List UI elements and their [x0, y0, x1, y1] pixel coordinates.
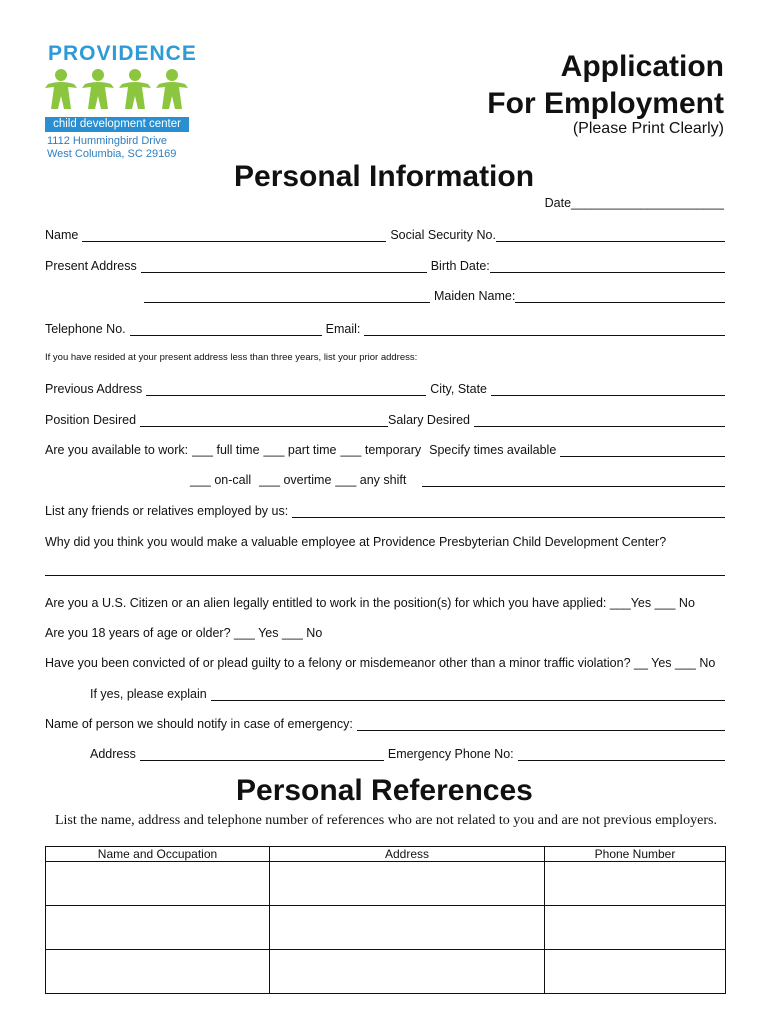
page-title	[487, 48, 724, 122]
friends-input[interactable]	[292, 505, 725, 518]
valuable-answer-input[interactable]	[45, 563, 725, 576]
name-input[interactable]	[82, 229, 386, 242]
emergency-phone-input[interactable]	[518, 748, 725, 761]
ssn-input[interactable]	[496, 229, 725, 242]
citizen-question[interactable]: Are you a U.S. Citizen or an alien legally entitled to work in the position(s) for which you have applied: ___Yes ___ No	[45, 596, 695, 610]
brand-name: PROVIDENCE	[48, 42, 197, 65]
ssn-label: Social Security No.	[390, 228, 496, 242]
previous-address-label: Previous Address	[45, 382, 143, 396]
row-emergency-name	[45, 713, 725, 731]
column-header-phone: Phone Number	[545, 847, 726, 862]
name-label: Name	[45, 228, 79, 242]
telephone-input[interactable]	[130, 323, 322, 336]
reference-2-name-cell[interactable]	[46, 906, 270, 950]
center-address	[47, 135, 176, 161]
row-valuable-answer	[45, 558, 725, 576]
explain-input[interactable]	[211, 688, 725, 701]
convicted-question[interactable]: Have you been convicted of or plead guilty to a felony or misdemeanor other than a minor traffic violation? __ Yes ___ No	[45, 656, 716, 670]
address-line-2: West Columbia, SC 29169	[47, 148, 177, 160]
specify-times-input-2[interactable]	[422, 474, 725, 487]
option-any-shift[interactable]: ___ any shift	[335, 473, 407, 487]
reference-1-name-cell[interactable]	[46, 862, 270, 906]
email-input[interactable]	[364, 323, 725, 336]
reference-2-address-cell[interactable]	[270, 906, 545, 950]
logo-tagline: child development center	[45, 117, 189, 132]
table-row	[46, 906, 726, 950]
age-question[interactable]: Are you 18 years of age or older? ___ Yes ___ No	[45, 626, 323, 640]
reference-2-phone-cell[interactable]	[545, 906, 726, 950]
reference-1-address-cell[interactable]	[270, 862, 545, 906]
explain-label: If yes, please explain	[90, 687, 207, 701]
city-state-label: City, State	[430, 382, 488, 396]
row-previous-address	[45, 378, 725, 396]
row-position-salary	[45, 409, 725, 427]
row-name-ssn	[45, 224, 725, 242]
row-address-birth	[45, 255, 725, 273]
maiden-name-input[interactable]	[515, 290, 725, 303]
birth-date-label: Birth Date:	[430, 259, 490, 273]
page-subtitle: (Please Print Clearly)	[572, 120, 724, 137]
table-header-row	[46, 847, 726, 862]
row-phone-email	[45, 318, 725, 336]
column-header-address: Address	[270, 847, 545, 862]
maiden-name-label: Maiden Name:	[434, 289, 516, 303]
column-header-name: Name and Occupation	[46, 847, 270, 862]
row-age	[45, 622, 725, 640]
row-availability	[45, 439, 725, 457]
birth-date-input[interactable]	[490, 260, 725, 273]
option-temporary[interactable]: ___ temporary	[340, 443, 422, 457]
option-overtime[interactable]: ___ overtime	[259, 473, 332, 487]
specify-times-input[interactable]	[560, 444, 725, 457]
row-address2-maiden	[45, 285, 725, 303]
row-convicted	[45, 652, 725, 670]
valuable-question: Why did you think you would make a valuable employee at Providence Presbyterian Child Development Center?	[45, 535, 667, 549]
emergency-name-label: Name of person we should notify in case of emergency:	[45, 717, 353, 731]
title-line-2: For Employment	[487, 87, 724, 120]
reference-1-phone-cell[interactable]	[545, 862, 726, 906]
position-input[interactable]	[140, 414, 388, 427]
specify-times-label: Specify times available	[429, 443, 557, 457]
table-row	[46, 862, 726, 906]
position-label: Position Desired	[45, 413, 137, 427]
salary-label: Salary Desired	[388, 413, 470, 427]
prior-address-note: If you have resided at your present address less than three years, list your prior address:	[45, 352, 418, 363]
row-explain	[45, 683, 725, 701]
option-full-time[interactable]: ___ full time	[192, 443, 260, 457]
present-address-input[interactable]	[141, 260, 427, 273]
friends-label: List any friends or relatives employed by us:	[45, 504, 289, 518]
row-friends	[45, 500, 725, 518]
row-citizen	[45, 592, 725, 610]
emergency-name-input[interactable]	[357, 718, 725, 731]
reference-3-address-cell[interactable]	[270, 950, 545, 994]
option-part-time[interactable]: ___ part time	[263, 443, 337, 457]
telephone-label: Telephone No.	[45, 322, 126, 336]
address-line-1: 1112 Hummingbird Drive	[47, 135, 168, 147]
option-on-call[interactable]: ___ on-call	[190, 473, 252, 487]
available-label: Are you available to work:	[45, 443, 189, 457]
section-heading-references: Personal References	[236, 774, 533, 807]
references-instructions: List the name, address and telephone number of references who are not related to you and are not previous employers.	[54, 813, 718, 828]
emergency-address-label: Address	[90, 747, 136, 761]
reference-3-name-cell[interactable]	[46, 950, 270, 994]
emergency-address-input[interactable]	[140, 748, 384, 761]
city-state-input[interactable]	[491, 383, 725, 396]
row-emergency-address	[45, 743, 725, 761]
row-availability-2	[45, 469, 725, 487]
email-label: Email:	[325, 322, 361, 336]
people-logo-icon	[44, 68, 190, 110]
row-valuable-question	[45, 531, 725, 549]
date-field[interactable]: Date______________________	[544, 196, 724, 210]
section-heading-personal: Personal Information	[234, 160, 535, 193]
previous-address-input[interactable]	[146, 383, 426, 396]
present-address-line2-input[interactable]	[144, 290, 430, 303]
title-line-1: Application	[560, 50, 724, 83]
table-row	[46, 950, 726, 994]
emergency-phone-label: Emergency Phone No:	[387, 747, 514, 761]
references-table	[45, 846, 726, 994]
present-address-label: Present Address	[45, 259, 137, 273]
salary-input[interactable]	[474, 414, 725, 427]
reference-3-phone-cell[interactable]	[545, 950, 726, 994]
